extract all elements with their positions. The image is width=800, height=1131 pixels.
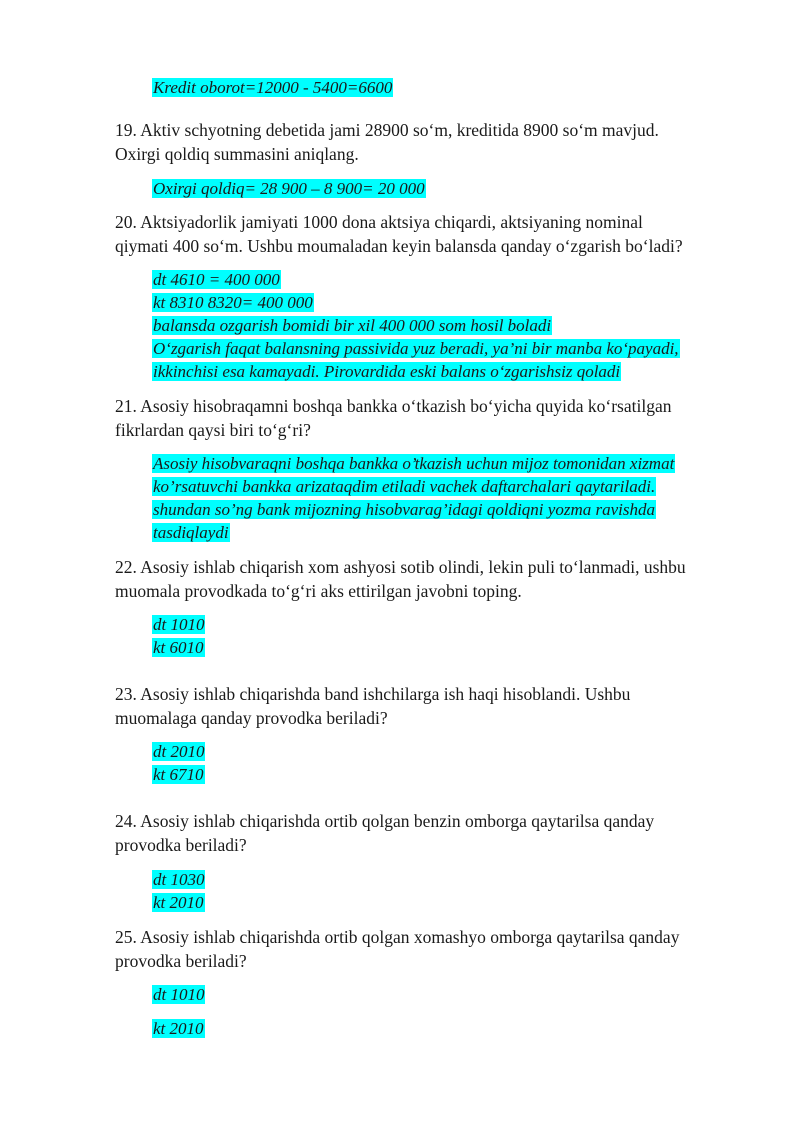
question-25 [115,926,755,973]
question-line: Oxirgi qoldiq summasini aniqlang. [115,143,359,164]
question-line: provodka beriladi? [115,834,247,855]
answer-block [152,740,752,786]
answer-line: tasdiqlaydi [153,523,229,542]
question-line: fikrlardan qaysi biri to‘g‘ri? [115,419,311,440]
answer-block [152,452,752,544]
answer-line: Oxirgi qoldiq= 28 900 – 8 900= 20 000 [153,179,425,198]
answer-line: kt 2010 [153,1019,204,1038]
answer-line: ikkinchisi esa kamayadi. Pirovardida eski balans o‘zgarishsiz qoladi [153,362,621,381]
question-23 [115,683,755,730]
answer-line: Kredit oborot=12000 - 5400=6600 [153,78,393,97]
question-line: 19. Aktiv schyotning debetida jami 28900 so‘m, kreditida 8900 so‘m mavjud. [115,120,659,140]
question-line: 21. Asosiy hisobraqamni boshqa bankka o‘tkazish bo‘yicha quyida ko‘rsatilgan [115,396,672,416]
question-line: muomalaga qanday provodka beriladi? [115,707,388,728]
question-line: 25. Asosiy ishlab chiqarishda ortib qolgan xomashyo omborga qaytarilsa qanday [115,927,680,947]
answer-line: dt 1010 [153,615,205,634]
answer-line: dt 1030 [153,870,205,889]
answer-line: kt 6710 [153,765,204,784]
answer-line: O‘zgarish faqat balansning passivida yuz beradi, ya’ni bir manba ko‘payadi, [153,339,679,358]
answer-line: balansda ozgarish bomidi bir xil 400 000 som hosil boladi [153,316,552,335]
answer-line: dt 4610 = 400 000 [153,270,280,289]
question-line: 23. Asosiy ishlab chiqarishda band ishchilarga ish haqi hisoblandi. Ushbu [115,684,631,704]
answer-line: ko’rsatuvchi bankka arizataqdim etiladi vachek daftarchalari qaytariladi. [153,477,656,496]
answer-line: kt 8310 8320= 400 000 [153,293,313,312]
answer-block [152,613,752,659]
answer-line: dt 1010 [153,985,205,1004]
question-line: provodka beriladi? [115,950,247,971]
answer-line: kt 2010 [153,893,204,912]
question-line: 20. Aktsiyadorlik jamiyati 1000 dona aktsiya chiqardi, aktsiyaning nominal [115,212,643,232]
question-line: qiymati 400 so‘m. Ushbu moumaladan keyin balansda qanday o‘zgarish bo‘ladi? [115,235,683,256]
answer-line: Asosiy hisobvaraqni boshqa bankka o’tkazish uchun mijoz tomonidan xizmat [153,454,675,473]
question-line: 24. Asosiy ishlab chiqarishda ortib qolgan benzin omborga qaytarilsa qanday [115,811,655,831]
answer-block [152,177,752,200]
question-22 [115,556,755,603]
answer-line: kt 6010 [153,638,204,657]
question-19 [115,119,755,166]
answer-block [152,868,752,914]
question-24 [115,810,755,857]
answer-block [152,268,752,383]
question-line: 22. Asosiy ishlab chiqarish xom ashyosi sotib olindi, lekin puli to‘lanmadi, ushbu [115,557,686,577]
question-20 [115,211,755,258]
question-21 [115,395,755,442]
question-line: muomala provodkada to‘g‘ri aks ettirilgan javobni toping. [115,580,522,601]
answer-block [152,1017,752,1040]
answer-line: shundan so’ng bank mijozning hisobvarag’idagi qoldiqni yozma ravishda [153,500,655,519]
answer-block [152,76,752,99]
answer-line: dt 2010 [153,742,205,761]
answer-block [152,983,752,1006]
